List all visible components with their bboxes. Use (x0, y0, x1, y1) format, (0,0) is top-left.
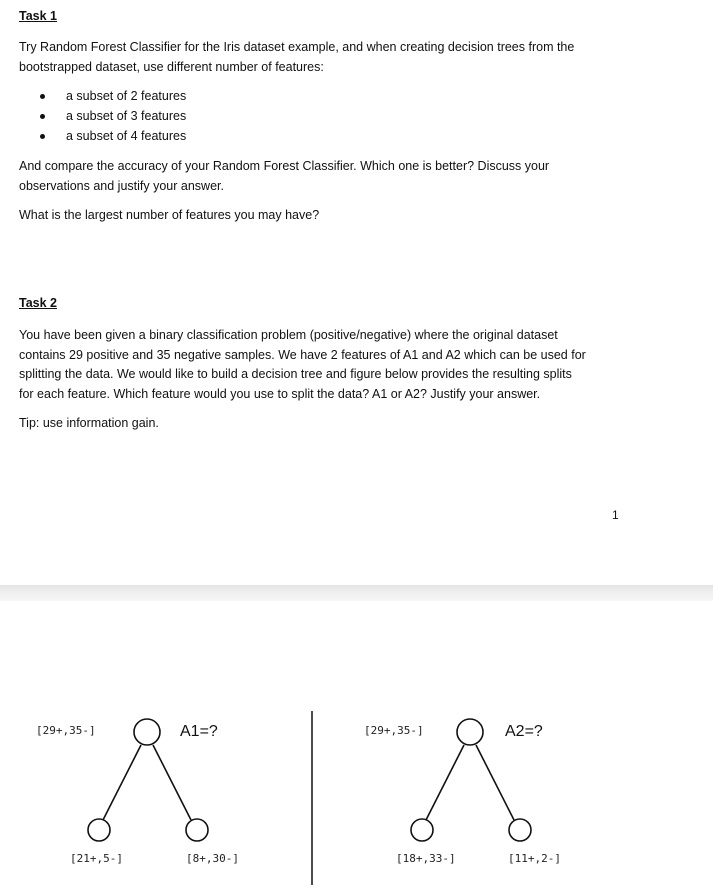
page-separator (0, 585, 713, 601)
edge-left-a1 (103, 745, 141, 820)
feature-subset-list (40, 87, 186, 147)
task1-compare (19, 157, 623, 196)
root-node-a1 (134, 719, 160, 745)
bullet-icon (40, 114, 45, 119)
root-label-a2: A2=? (505, 723, 543, 740)
list-item: a subset of 4 features (40, 127, 186, 147)
right-child-counts-a1: [8+,30-] (186, 852, 239, 865)
left-child-node-a1 (88, 819, 110, 841)
left-child-counts-a1: [21+,5-] (70, 852, 123, 865)
task2-line: for each feature. Which feature would you use to split the data? A1 or A2? Justify your answer. (19, 386, 541, 401)
right-child-node-a2 (509, 819, 531, 841)
tree-a2 (364, 719, 561, 865)
task1-intro (19, 38, 623, 77)
right-child-counts-a2: [11+,2-] (508, 852, 561, 865)
task2-line: You have been given a binary classification problem (positive/negative) where the original dataset (19, 328, 558, 342)
root-label-a1: A1=? (180, 723, 218, 740)
right-child-node-a1 (186, 819, 208, 841)
split-diagram (0, 601, 713, 885)
task1-compare-line2: observations and justify your answer. (19, 178, 224, 193)
list-item: a subset of 3 features (40, 107, 186, 127)
task2-tip: Tip: use information gain. (19, 416, 159, 430)
root-counts-a1: [29+,35-] (36, 724, 96, 737)
root-node-a2 (457, 719, 483, 745)
tree-a1 (36, 719, 239, 865)
task2-line: contains 29 positive and 35 negative samples. We have 2 features of A1 and A2 which can be used for (19, 347, 586, 362)
task1-title: Task 1 (19, 9, 57, 23)
root-counts-a2: [29+,35-] (364, 724, 424, 737)
page-number: 1 (612, 508, 619, 522)
task2-line: splitting the data. We would like to build a decision tree and figure below provides the resulting splits (19, 367, 572, 381)
left-child-node-a2 (411, 819, 433, 841)
edge-right-a1 (153, 745, 191, 820)
task1-intro-line1: Try Random Forest Classifier for the Iris dataset example, and when creating decision trees from the (19, 40, 575, 54)
task1-question: What is the largest number of features you may have? (19, 208, 320, 222)
list-item: a subset of 2 features (40, 87, 186, 107)
task2-description (19, 326, 623, 404)
bullet-icon (40, 94, 45, 99)
task1-compare-line1: And compare the accuracy of your Random Forest Classifier. Which one is better? Discuss your (19, 159, 550, 173)
task2-title: Task 2 (19, 296, 57, 310)
task1-intro-line2: bootstrapped dataset, use different number of features: (19, 59, 324, 74)
bullet-icon (40, 134, 45, 139)
left-child-counts-a2: [18+,33-] (396, 852, 456, 865)
page-2 (0, 601, 713, 885)
edge-right-a2 (476, 745, 514, 820)
edge-left-a2 (426, 745, 464, 820)
